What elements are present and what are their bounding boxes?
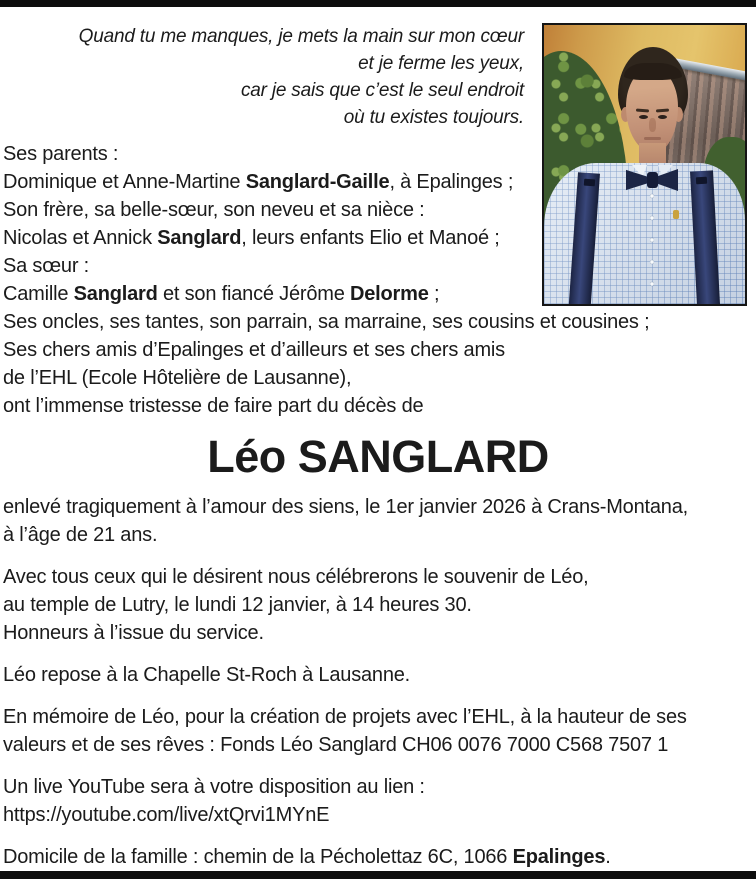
text-line	[0, 104, 524, 131]
text-line	[3, 168, 756, 196]
text-run: Son frère, sa belle-sœur, son neveu et sa nièce :	[3, 199, 425, 221]
text-line	[3, 563, 756, 591]
text-run: valeurs et de ses rêves : Fonds Léo Sanglard CH06 0076 7000 C568 7507 1	[3, 734, 669, 756]
text-run: En mémoire de Léo, pour la création de projets avec l’EHL, à la hauteur de ses	[3, 706, 687, 728]
text-run: car je sais que c’est le seul endroit	[240, 80, 524, 101]
text-run: au temple de Lutry, le lundi 12 janvier, à 14 heures 30.	[3, 594, 472, 616]
text-run: Honneurs à l’issue du service.	[3, 622, 264, 644]
text-run: de l’EHL (Ecole Hôtelière de Lausanne),	[3, 367, 352, 389]
text-line	[0, 77, 524, 104]
family-announcement	[0, 140, 756, 420]
text-run: Sa sœur :	[3, 255, 89, 277]
text-run: Sanglard-Gaille	[245, 171, 390, 193]
notice-paragraphs	[0, 493, 756, 871]
text-line	[3, 252, 756, 280]
paragraph	[3, 703, 756, 759]
top-border	[0, 0, 756, 7]
bottom-border	[0, 871, 756, 879]
text-line	[3, 661, 756, 689]
text-run: Camille	[3, 283, 74, 305]
text-run: Ses chers amis d’Epalinges et d’ailleurs et ses chers amis	[3, 339, 505, 361]
text-line	[3, 308, 756, 336]
text-line	[3, 364, 756, 392]
text-run: Sanglard	[73, 283, 158, 305]
text-line	[3, 140, 756, 168]
paragraph	[3, 661, 756, 689]
youtube-link: https://youtube.com/live/xtQrvi1MYnE	[3, 804, 330, 826]
text-line	[3, 196, 756, 224]
paragraph	[3, 493, 756, 549]
text-run: Sanglard	[157, 227, 242, 249]
text-run: .	[605, 846, 611, 868]
text-line	[3, 280, 756, 308]
text-line	[0, 50, 524, 77]
text-run: Un live YouTube sera à votre disposition au lien :	[3, 776, 425, 798]
text-run: ;	[428, 283, 440, 305]
text-run: où tu existes toujours.	[343, 107, 524, 128]
text-run: , à Epalinges ;	[389, 171, 514, 193]
text-line	[3, 521, 756, 549]
text-run: Ses parents :	[3, 143, 119, 165]
text-line	[3, 703, 756, 731]
paragraph	[3, 773, 756, 829]
text-run: Léo repose à la Chapelle St-Roch à Lausanne.	[3, 664, 411, 686]
text-run: , leurs enfants Elio et Manoé ;	[241, 227, 500, 249]
text-line	[3, 493, 756, 521]
text-run: Avec tous ceux qui le désirent nous célébrerons le souvenir de Léo,	[3, 566, 589, 588]
text-run: ont l’immense tristesse de faire part du décès de	[3, 395, 424, 417]
text-line	[3, 773, 756, 801]
text-run: Quand tu me manques, je mets la main sur mon cœur	[78, 26, 524, 47]
notice-body	[0, 7, 756, 885]
text-run: et je ferme les yeux,	[358, 53, 524, 74]
paragraph	[3, 563, 756, 647]
text-line	[0, 23, 524, 50]
text-run: Delorme	[350, 283, 429, 305]
text-line	[3, 619, 756, 647]
text-run: et son fiancé Jérôme	[157, 283, 350, 305]
paragraph	[3, 843, 756, 871]
text-run: Nicolas et Annick	[3, 227, 158, 249]
text-line	[3, 843, 756, 871]
text-run: à l’âge de 21 ans.	[3, 524, 158, 546]
text-line	[3, 392, 756, 420]
text-run: Domicile de la famille : chemin de la Pécholettaz 6C, 1066	[3, 846, 513, 868]
text-run: Epalinges	[512, 846, 606, 868]
text-run: Ses oncles, ses tantes, son parrain, sa marraine, ses cousins et cousines ;	[3, 311, 650, 333]
text-line	[3, 731, 756, 759]
text-line	[3, 801, 756, 829]
text-line	[3, 224, 756, 252]
text-line	[3, 336, 756, 364]
text-line	[3, 591, 756, 619]
deceased-name: Léo SANGLARD	[207, 431, 549, 482]
text-run: Dominique et Anne-Martine	[3, 171, 246, 193]
memorial-quote	[0, 23, 756, 131]
text-run: enlevé tragiquement à l’amour des siens, le 1er janvier 2026 à Crans-Montana,	[3, 496, 688, 518]
